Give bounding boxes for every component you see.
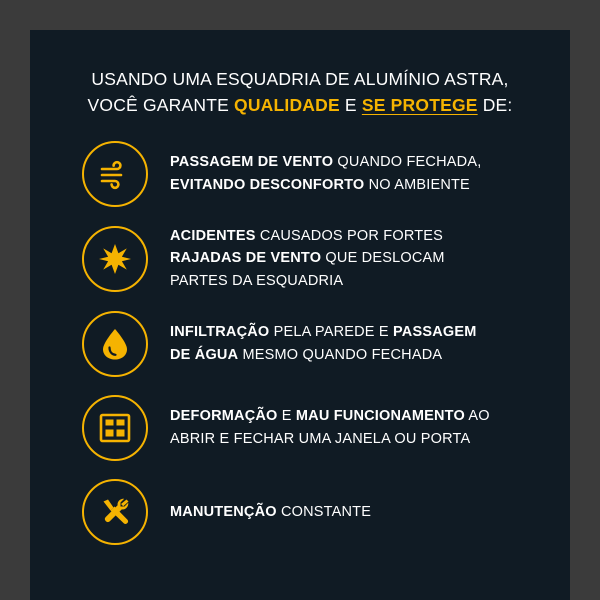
list-item-text [170,321,477,367]
headline-line-2-suffix: DE: [477,95,513,116]
list-item-line [170,344,477,367]
list-item [82,225,536,294]
headline-line-1 [66,66,534,92]
list-item-bold: EVITANDO DESCONFORTO [170,176,365,193]
poster-card [30,30,570,600]
list-item-line [170,428,490,451]
badge-wind [82,141,148,207]
list-item-rest: PARTES DA ESQUADRIA [170,273,344,290]
list-item-rest: NO AMBIENTE [364,176,470,193]
list-item-text [170,405,490,451]
list-item-rest: QUE DESLOCAM [321,250,445,267]
badge-window [82,395,148,461]
page-title [30,30,570,119]
list-item-text [170,225,445,294]
headline-line-2-prefix: VOCÊ GARANTE [87,95,235,116]
headline-highlight-qualidade: QUALIDADE [234,95,340,116]
list-item-rest: E [277,408,296,425]
tools-icon [99,496,131,528]
burst-icon [98,242,132,276]
list-item-rest-2: AO [464,408,490,425]
list-item-bold-2: MAU FUNCIONAMENTO [295,408,465,425]
list-item-line [170,270,445,293]
list-item-rest: QUANDO FECHADA, [333,153,482,170]
list-item [82,141,536,207]
badge-tools [82,479,148,545]
headline-line-1-text: USANDO UMA ESQUADRIA DE ALUMÍNIO ASTRA, [91,69,509,89]
list-item-bold: ACIDENTES [170,227,256,244]
list-item [82,311,536,377]
benefit-list [30,141,570,546]
headline-highlight-se-protege: SE PROTEGE [361,95,478,116]
water-drop-icon [100,327,130,361]
list-item-line [170,151,481,174]
list-item-text [170,151,481,197]
list-item-bold: DEFORMAÇÃO [170,408,278,425]
list-item-rest: MESMO QUANDO FECHADA [238,347,443,364]
list-item-rest: CONSTANTE [276,503,372,520]
list-item-line [170,225,445,248]
headline-line-2-mid: E [339,95,362,116]
list-item-bold: DE ÁGUA [170,347,239,364]
list-item-line [170,405,490,428]
list-item-line [170,501,371,524]
list-item-rest: PELA PAREDE E [269,324,394,341]
badge-water-drop [82,311,148,377]
list-item-bold: PASSAGEM DE VENTO [170,153,334,170]
list-item-line [170,247,445,270]
list-item-bold: RAJADAS DE VENTO [170,250,322,267]
list-item-line [170,321,477,344]
list-item-text [170,501,371,524]
list-item-bold: INFILTRAÇÃO [170,324,270,341]
list-item-line [170,174,481,197]
list-item-bold: MANUTENÇÃO [170,503,277,520]
list-item [82,395,536,461]
window-icon [99,413,131,443]
headline-line-2 [66,92,534,118]
wind-icon [98,157,132,191]
list-item-rest: CAUSADOS POR FORTES [255,227,444,244]
badge-burst [82,226,148,292]
list-item-rest: ABRIR E FECHAR UMA JANELA OU PORTA [170,431,471,448]
list-item-bold-2: PASSAGEM [393,324,477,341]
list-item [82,479,536,545]
